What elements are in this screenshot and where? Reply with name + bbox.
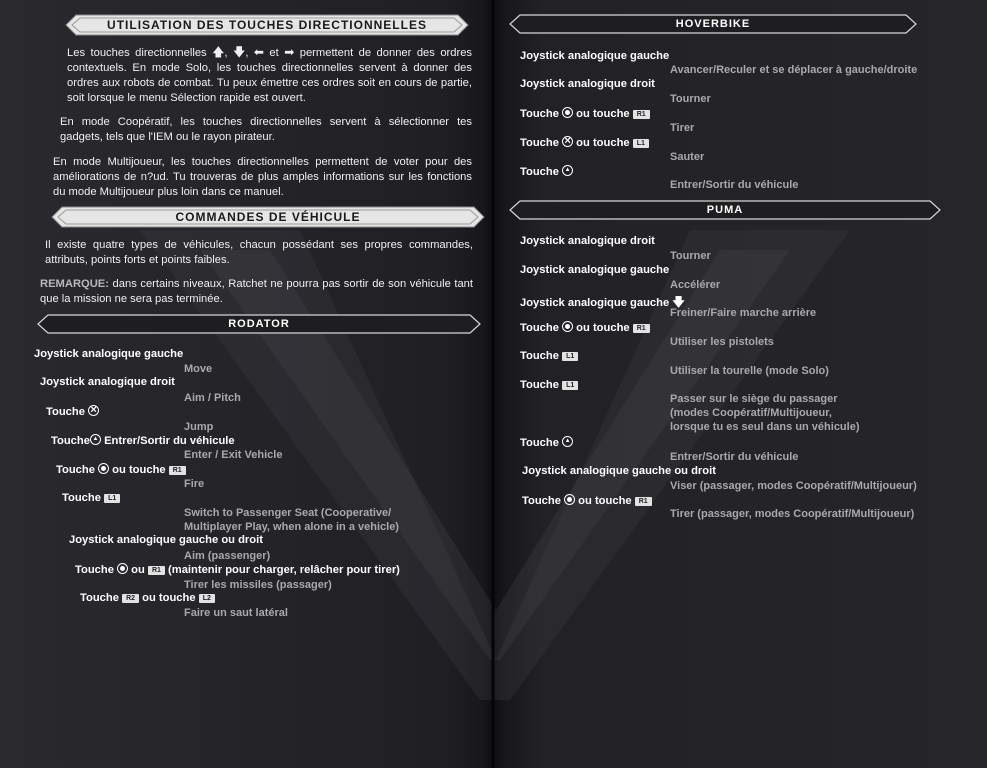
- section-banner-vehicle: [50, 205, 486, 229]
- triangle-button-icon: [562, 436, 573, 447]
- r1-key-icon: R1: [633, 110, 650, 119]
- action-jump: Sauter: [670, 151, 705, 163]
- label-button-triangle: [520, 436, 573, 449]
- action-jump: Jump: [184, 421, 214, 433]
- text: Touche: [520, 350, 559, 362]
- label-button-l1: [62, 492, 120, 504]
- paragraph-directional-2: En mode Coopératif, les touches directionnelles servent à sélectionner tes gadgets, tels que l'IEM ou le rayon pirateur.: [60, 116, 472, 143]
- action-missiles: Tirer les missiles (passager): [184, 579, 332, 591]
- text: Touche: [520, 379, 559, 391]
- label-button-missiles: [75, 563, 400, 576]
- action-aim-passenger: Aim (passenger): [184, 550, 271, 562]
- action-switch-seat-3: lorsque tu es seul dans un véhicule): [670, 421, 860, 433]
- label-button-circle-r1: [520, 107, 650, 120]
- circle-button-icon: [117, 563, 128, 574]
- l1-key-icon: L1: [633, 139, 649, 148]
- section-title: PUMA: [706, 204, 744, 216]
- label-right-stick: Joystick analogique droit: [520, 235, 655, 247]
- label-left-stick: Joystick analogique gauche: [520, 50, 670, 62]
- text: ou touche: [576, 108, 630, 120]
- cross-button-icon: [88, 405, 99, 416]
- label-stick-either: Joystick analogique gauche ou droit: [69, 534, 263, 546]
- section-banner-rodator: [36, 312, 482, 336]
- text: Touche: [520, 166, 559, 178]
- label-right-stick: Joystick analogique droit: [40, 376, 175, 388]
- l1-key-icon: L1: [562, 352, 578, 361]
- label-button-cross: [46, 405, 99, 418]
- action-side-jump: Faire un saut latéral: [184, 607, 288, 619]
- action-switch-seat-2: Multiplayer Play, when alone in a vehicle): [184, 521, 399, 533]
- text: ou touche: [142, 592, 196, 604]
- r1-key-icon: R1: [169, 466, 186, 475]
- label-button-circle-r1: [56, 463, 186, 476]
- circle-button-icon: [562, 107, 573, 118]
- action-move: Avancer/Reculer et se déplacer à gauche/droite: [670, 64, 918, 76]
- text: Touche: [520, 137, 559, 149]
- label-button-l1: [520, 350, 578, 362]
- text: et: [269, 47, 279, 59]
- action-enter-exit: Entrer/Sortir du véhicule: [670, 179, 799, 191]
- action-turn: Tourner: [670, 250, 711, 262]
- label-right-stick: Joystick analogique droit: [520, 78, 655, 90]
- label-button-circle-r1: [520, 321, 650, 334]
- text: Joystick analogique gauche: [520, 297, 670, 309]
- action-enter-exit: Enter / Exit Vehicle: [184, 449, 283, 461]
- text: (maintenir pour charger, relâcher pour tirer): [168, 564, 400, 576]
- label-stick-either: Joystick analogique gauche ou droit: [522, 465, 716, 477]
- label-button-l1: [520, 379, 578, 391]
- l1-key-icon: L1: [562, 381, 578, 390]
- paragraph-remark: [40, 277, 473, 307]
- action-switch-seat-1: Passer sur le siège du passager: [670, 393, 838, 405]
- text: Entrer/Sortir du véhicule: [104, 435, 235, 447]
- left-page: [0, 0, 493, 768]
- text: ou touche: [112, 464, 166, 476]
- l1-key-icon: L1: [104, 494, 120, 503]
- circle-button-icon: [562, 321, 573, 332]
- circle-button-icon: [98, 463, 109, 474]
- paragraph-directional-1: Les touches directionnelles 🡅, 🡇, ⬅ et ➡ permettent de donner des ordres contextuels. En mode Solo, les touches directionnelles servent à donner des ordres aux robots de combat. Tu peux émettre ces ordres soit en cours de partie, soit lorsque le menu Sélection rapide est ouvert.: [67, 45, 473, 104]
- section-title: HOVERBIKE: [675, 18, 751, 30]
- r2-key-icon: R2: [122, 594, 139, 603]
- label-button-triangle: [51, 434, 235, 447]
- action-aim-passenger: Viser (passager, modes Coopératif/Multijoueur): [670, 480, 917, 492]
- text: Touche: [56, 464, 95, 476]
- text: ou touche: [576, 322, 630, 334]
- action-guns: Utiliser les pistolets: [670, 336, 774, 348]
- text: permettent de donner des ordres contextuels. En mode Solo, les touches directionnelles servent à donner des ordres aux robots de combat. Tu peux émettre ces ordres soit en cours de partie, soit lorsque le menu Sélection rapide est ouvert.: [67, 47, 473, 104]
- text: Touche: [62, 492, 101, 504]
- right-page: [494, 0, 987, 768]
- l2-key-icon: L2: [199, 594, 215, 603]
- arrow-down-icon: 🡇: [233, 45, 246, 59]
- label-button-cross-l1: [520, 136, 649, 149]
- section-title: UTILISATION DES TOUCHES DIRECTIONNELLES: [107, 18, 427, 32]
- r1-key-icon: R1: [633, 324, 650, 333]
- label-button-r2-l2: [80, 592, 215, 604]
- section-banner-puma: [508, 198, 942, 222]
- remark-text: dans certains niveaux, Ratchet ne pourra pas sortir de son véhicule tant que la mission ne sera pas terminée.: [40, 278, 474, 305]
- action-fire: Tirer: [670, 122, 695, 134]
- action-switch-seat-1: Switch to Passenger Seat (Cooperative/: [184, 507, 392, 519]
- remark-label: REMARQUE:: [40, 278, 109, 290]
- section-title: RODATOR: [228, 318, 290, 330]
- arrow-left-icon: ⬅: [253, 45, 264, 59]
- action-switch-seat-2: (modes Coopératif/Multijoueur,: [670, 407, 832, 419]
- action-fire: Fire: [184, 478, 205, 490]
- action-accelerate: Accélérer: [670, 279, 721, 291]
- text: Touche: [46, 406, 85, 418]
- label-left-stick: Joystick analogique gauche: [34, 348, 184, 360]
- r1-key-icon: R1: [148, 566, 165, 575]
- circle-button-icon: [564, 494, 575, 505]
- label-left-stick-down: [520, 293, 685, 314]
- label-button-circle-r1: [522, 494, 652, 507]
- action-turn: Tourner: [670, 93, 711, 105]
- text: Touche: [520, 108, 559, 120]
- triangle-button-icon: [90, 434, 101, 445]
- text: Touche: [80, 592, 119, 604]
- arrow-right-icon: ➡: [284, 45, 295, 59]
- label-left-stick: Joystick analogique gauche: [520, 264, 670, 276]
- action-brake: Freiner/Faire marche arrière: [670, 307, 817, 319]
- text: Touche: [520, 437, 559, 449]
- action-turret: Utiliser la tourelle (mode Solo): [670, 365, 829, 377]
- cross-button-icon: [562, 136, 573, 147]
- section-title: COMMANDES DE VÉHICULE: [175, 210, 361, 224]
- arrow-down-icon: 🡇: [672, 295, 685, 309]
- text: ou touche: [578, 495, 632, 507]
- section-banner-hoverbike: [508, 12, 918, 36]
- action-enter-exit: Entrer/Sortir du véhicule: [670, 451, 799, 463]
- label-button-triangle: [520, 165, 573, 178]
- action-move: Move: [184, 363, 213, 375]
- paragraph-vehicle-intro: Il existe quatre types de véhicules, chacun possédant ses propres commandes, attributs, points forts et points faibles.: [45, 239, 473, 266]
- section-banner-directional: [64, 13, 470, 37]
- action-fire-passenger: Tirer (passager, modes Coopératif/Multijoueur): [670, 508, 915, 520]
- text: ou: [131, 564, 145, 576]
- text: ou touche: [576, 137, 630, 149]
- r1-key-icon: R1: [635, 497, 652, 506]
- text: Les touches directionnelles: [67, 47, 207, 59]
- arrow-up-icon: 🡅: [212, 45, 225, 59]
- text: Touche: [520, 322, 559, 334]
- paragraph-directional-3: En mode Multijoueur, les touches directionnelles permettent de voter pour des améliorations de n?ud. Tu trouveras de plus amples informations sur les fonctions du mode Multijoueur plus loin dans ce manuel.: [53, 156, 472, 198]
- triangle-button-icon: [562, 165, 573, 176]
- text: Touche: [75, 564, 114, 576]
- text: Touche: [522, 495, 561, 507]
- text: Touche: [51, 435, 90, 447]
- action-aim: Aim / Pitch: [184, 392, 241, 404]
